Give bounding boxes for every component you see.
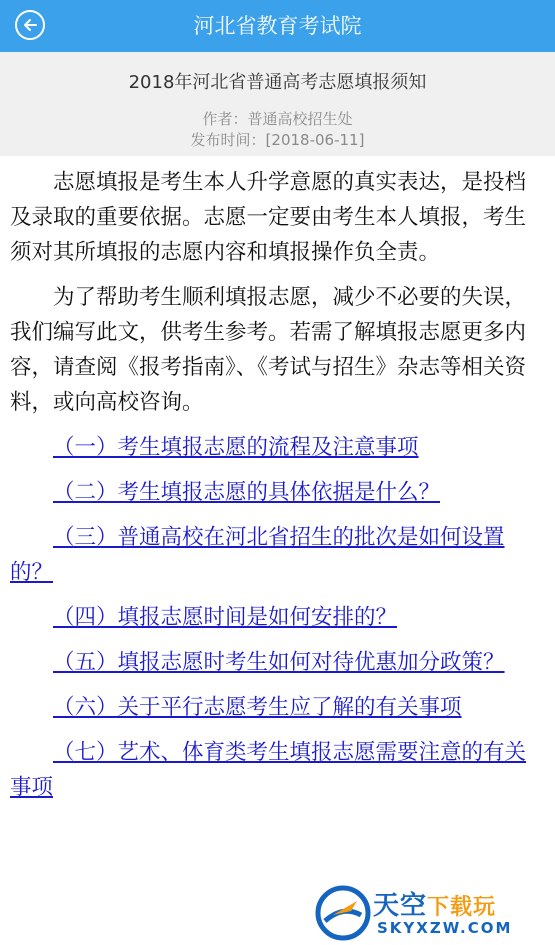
globe-plane-icon — [315, 885, 371, 941]
section-link-1[interactable]: （一）考生填报志愿的流程及注意事项 — [53, 435, 419, 460]
paragraph: 志愿填报是考生本人升学意愿的真实表达，是投档及录取的重要依据。志愿一定要由考生本人填报，考生须对其所填报的志愿内容和填报操作负全责。 — [10, 170, 527, 265]
section-link-6[interactable]: （六）关于平行志愿考生应了解的有关事项 — [53, 695, 462, 720]
section-link-3[interactable]: （三）普通高校在河北省招生的批次是如何设置的？ — [10, 525, 505, 585]
app-header — [0, 0, 555, 52]
watermark-domain: SKYXZW.COM — [377, 919, 513, 937]
article-publish-date: 发布时间：[2018-06-11] — [190, 131, 365, 149]
watermark-logo — [315, 883, 553, 943]
section-link-7[interactable]: （七）艺术、体育类考生填报志愿需要注意的有关事项 — [10, 740, 527, 800]
article-meta — [0, 52, 555, 156]
article-author: 作者：普通高校招生处 — [202, 110, 353, 128]
watermark-name: 天空 — [373, 891, 428, 921]
section-link-4[interactable]: （四）填报志愿时间是如何安排的？ — [53, 605, 398, 630]
paragraph: 为了帮助考生顺利填报志愿，减少不必要的失误，我们编写此文，供考生参考。若需了解填报志愿更多内容，请查阅《报考指南》、《考试与招生》杂志等相关资料，或向高校咨询。 — [10, 285, 527, 415]
article-content — [10, 165, 546, 815]
section-link-5[interactable]: （五）填报志愿时考生如何对待优惠加分政策？ — [53, 650, 505, 675]
header-title: 河北省教育考试院 — [193, 14, 362, 38]
article-title: 2018年河北省普通高考志愿填报须知 — [128, 72, 427, 93]
section-link-list — [10, 430, 546, 805]
watermark-accent: 下载玩 — [427, 895, 497, 920]
section-link-2[interactable]: （二）考生填报志愿的具体依据是什么？ — [53, 480, 441, 505]
